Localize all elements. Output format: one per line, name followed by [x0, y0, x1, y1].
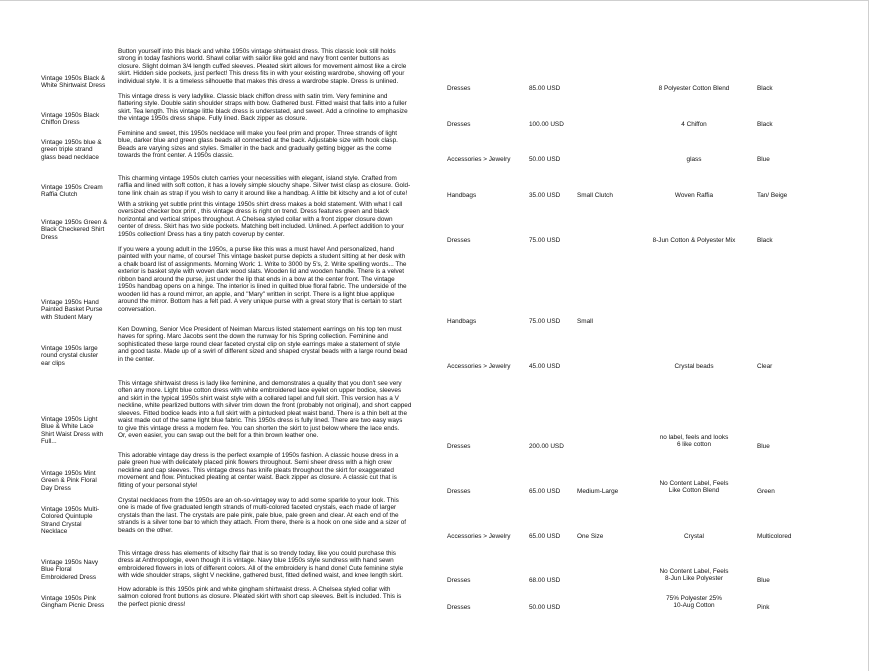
row-description: This vintage dress has elements of kitschy flair that is so trendy today, like you could purchase this dress at Anthropologie, even though it is vintage. Navy blue 1950s style sundress with hand sewn embroidered flowers in lots of different colors. All of the embroidery is hand done! Cute feminine style with wide shoulder straps, slight V neckline, gathered bust, fitted defined waist, and knee length skirt. — [118, 550, 404, 580]
row-color: Tan/ Beige — [757, 192, 788, 199]
row-description: How adorable is this 1950s pink and white gingham shirtwaist dress. A Chelsea styled collar with salmon colored front buttons as closure. Pleated skirt with short cap sleeves. Belt is included. This is the perfect picnic dress! — [118, 586, 402, 608]
row-color: Black — [757, 85, 773, 92]
row-material: No Content Label, Feels 8-Jun Like Polyester — [659, 568, 729, 583]
row-category: Dresses — [447, 237, 471, 244]
row-material: 4 Chiffon — [681, 121, 707, 128]
row-description: This vintage dress is very ladylike. Classic black chiffon dress with satin trim. Very feminine and flattering style. Double satin shoulder straps with bow. Gathered bust. Fitted waist that falls into a fuller skirt. Tea length. This vintage little black dress is understated, and sweet. Add a crinoline to emphasize the vintage 1950s dress shape. Fully lined. Back zipper as closure. — [118, 93, 408, 123]
row-material: No Content Label, Feels Like Cotton Blend — [659, 480, 729, 495]
row-category: Handbags — [447, 192, 477, 199]
row-description: Ken Downing, Senior Vice President of Neiman Marcus listed statement earrings on his top ten must haves for spring. Marc Jacobs sent the down the runway for his Spring collection. Feminine and sophisticated these large round clear faceted crystal clip on style earrings make a statement of style and good taste. Made up of a swirl of different sized and shaped crystal beads with a large round bead in the center. — [118, 326, 408, 363]
row-description: If you were a young adult in the 1950s, a purse like this was a must have! And personalized, hand painted with your name, of course! This vintage basket purse depicts a student sitting at her desk with a chalk board list of assignments. Morning Work: 1. Write to 3000 by 5's, 2. Write spelling words... The exterior is basket style with woven dark wood slats. Wooden lid and wooden handle. There is a velvet ribbon band around the purse, just under the lip that ends in a bow at the center front. The vintage 1950s handbag opens on a hinge. The interior is lined in quilted blue floral fabric. The underside of the wooden lid has a round mirror, an apple, and "Mary" written in script. There is a light blue applique around the mirror. Bottom has a felt pad. A very unique purse with a great story that is certain to start conversation. — [118, 246, 407, 313]
row-color: Multicolored — [757, 533, 792, 540]
row-color: Green — [757, 488, 775, 495]
row-color: Pink — [757, 604, 770, 611]
row-description: With a striking yet subtle print this vintage 1950s shirt dress makes a bold statement. With what I call oversized checker box print , this vintage dress is right on trend. Dress features green and black horizontal and vertical stripes throughout. A Chelsea styled collar with a front zipper closure down center of dress. Skirt has two side pockets. Matching belt included. Unlined. A perfect addition to your 1950s collection! Dress has a tiny patch coverup by center. — [118, 201, 404, 238]
row-title: Vintage 1950s Black & White Shirtwaist Dress — [41, 75, 106, 90]
row-color: Blue — [757, 156, 770, 163]
row-color: Black — [757, 237, 773, 244]
row-description: This charming vintage 1950s clutch carries your necessities with elegant, island style. Crafted from raffia and lined with soft cotton, it has a lovely simple slouchy shape. Silver twist clasp as closure. Gold- tone link chain as strap if you wish to carry it around like a handbag. A little bit kitschy and a lot of cute! — [118, 175, 411, 197]
row-category: Dresses — [447, 488, 471, 495]
row-category: Accessories > Jewelry — [447, 156, 511, 163]
row-price: 45.00 USD — [529, 363, 561, 370]
row-title: Vintage 1950s large round crystal cluster ear clips — [41, 345, 99, 367]
row-material: Crystal — [684, 533, 704, 540]
row-price: 50.00 USD — [529, 156, 561, 163]
row-color: Blue — [757, 577, 770, 584]
row-material: 8 Polyester Cotton Blend — [658, 85, 730, 92]
row-category: Dresses — [447, 604, 471, 611]
row-title: Vintage 1950s Cream Raffia Clutch — [41, 184, 103, 199]
row-price: 68.00 USD — [529, 577, 561, 584]
row-color: Black — [757, 121, 773, 128]
row-category: Dresses — [447, 577, 471, 584]
row-material: no label, feels and looks 6 like cotton — [659, 434, 729, 449]
row-material: 75% Polyester 25% 10-Aug Cotton — [666, 595, 722, 610]
row-title: Vintage 1950s Mint Green & Pink Floral Day Dress — [41, 470, 97, 492]
row-title: Vintage 1950s blue & green triple strand glass bead necklace — [41, 139, 102, 161]
row-description: Crystal necklaces from the 1950s are an oh-so-vintagey way to add some sparkle to your look. This one is made of five graduated length strands of multi-colored faceted crystals, each made of larger crystals than the last. The crystals are pale pink, pale blue, pale green and clear. At each end of the strands is a silver tone bar to which they attach. From there, there is a hook on one side and a sizer of beads on the other. — [118, 497, 407, 534]
row-price: 100.00 USD — [529, 121, 564, 128]
row-title: Vintage 1950s Pink Gingham Picnic Dress — [41, 595, 105, 610]
row-size: One Size — [577, 533, 604, 540]
row-title: Vintage 1950s Navy Blue Floral Embroidered Dress — [41, 559, 99, 581]
row-material: Woven Raffia — [674, 192, 714, 199]
row-category: Dresses — [447, 443, 471, 450]
row-category: Accessories > Jewelry — [447, 533, 511, 540]
row-title: Vintage 1950s Black Chiffon Dress — [41, 112, 100, 127]
row-material: glass — [686, 156, 702, 163]
row-price: 65.00 USD — [529, 533, 561, 540]
row-color: Clear — [757, 363, 773, 370]
row-material: 8-Jun Cotton & Polyester Mix — [652, 237, 736, 244]
row-price: 50.00 USD — [529, 604, 561, 611]
row-description: Feminine and sweet, this 1950s necklace will make you feel prim and proper. Three strands of light blue, darker blue and green glass beads all connected at the back. Adjustable size with hook clasp. Beads are varying sizes and styles. Smaller in the back and gradually getting bigger as the come towards the front center. A 1950s classic. — [118, 130, 398, 160]
row-title: Vintage 1950s Hand Painted Basket Purse with Student Mary — [41, 299, 103, 321]
row-category: Dresses — [447, 121, 471, 128]
row-price: 35.00 USD — [529, 192, 561, 199]
row-description: Button yourself into this black and white 1950s vintage shirtwaist dress. This classic look still holds strong in today fashions world. Shawl collar with sailor like gold and navy front center buttons as closure. Slight dolman 3/4 length cuffed sleeves. Pleated skirt allows for movement almost like a circle skirt. Hidden side pockets, just perfect! This dress fits in with your existing wardrobe, showing off your individual style. It is a timeless silhouette that makes this dress a wardrobe staple. Dress is unlined. — [118, 48, 407, 85]
row-material: Crystal beads — [674, 363, 714, 370]
row-color: Blue — [757, 443, 770, 450]
row-description: This adorable vintage day dress is the perfect example of 1950s fashion. A classic house dress in a pale green hue with delicately placed pink flowers throughout. Semi sheer dress with a high crew neckline and cap sleeves. This vintage dress has knife pleats throughout the skirt for exaggerated movement and flow. Pintucked pleating at center waist. Back zipper as closure. A classic cut that is fitting of your personal style! — [118, 452, 399, 489]
row-category: Accessories > Jewelry — [447, 363, 511, 370]
row-title: Vintage 1950s Light Blue & White Lace Shirt Waist Dress with Full... — [41, 416, 104, 446]
row-price: 85.00 USD — [529, 85, 561, 92]
row-size: Small Clutch — [577, 192, 613, 199]
row-price: 75.00 USD — [529, 318, 561, 325]
row-price: 65.00 USD — [529, 488, 561, 495]
row-title: Vintage 1950s Green & Black Checkered Shirt Dress — [41, 219, 108, 241]
row-title: Vintage 1950s Multi- Colored Quintuple Strand Crystal Necklace — [41, 506, 100, 536]
row-price: 75.00 USD — [529, 237, 561, 244]
row-size: Medium-Large — [577, 488, 619, 495]
row-category: Handbags — [447, 318, 477, 325]
row-category: Dresses — [447, 85, 471, 92]
row-price: 200.00 USD — [529, 443, 564, 450]
row-size: Small — [577, 318, 593, 325]
row-description: This vintage shirtwaist dress is lady like feminine, and demonstrates a quality that you don't see very often any more. Light blue cotton dress with white embroidered lace eyelet on upper bodice, sleeves and skirt in the typical 1950s shirt waist style with a collared lapel and full skirt. This version has a V neckline, white pearlized buttons with silver trim down the front (probably not original), and short capped sleeves. Fitted bodice leads into a full skirt with a pintucked pleat waist band. There is a thin belt at the waist made out of the same light blue fabric. This 1950s dress is fully lined. There are two easy ways to give this vintage dress a modern fee. You can shorten the skirt to just below where the lace ends. Or, even easier, you can swap out the belt for a thin brown leather one. — [118, 380, 412, 440]
